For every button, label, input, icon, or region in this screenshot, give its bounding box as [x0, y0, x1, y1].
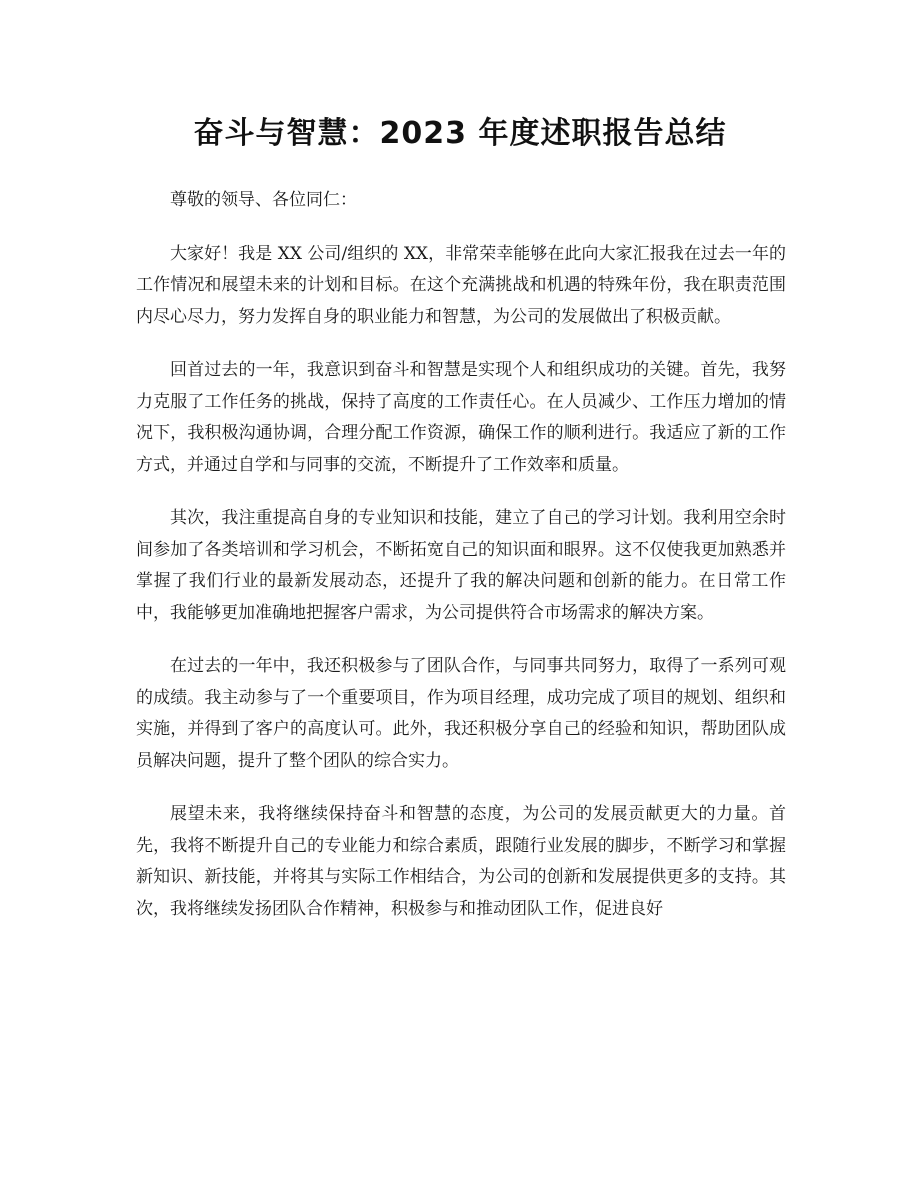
- document-body: [136, 185, 786, 947]
- document-title: 奋斗与智慧：2023 年度述职报告总结: [193, 116, 727, 151]
- paragraph-2: 回首过去的一年，我意识到奋斗和智慧是实现个人和组织成功的关键。首先，我努力克服了工作任务的挑战，保持了高度的工作责任心。在人员减少、工作压力增加的情况下，我积极沟通协调，合理分配工作资源，确保工作的顺利进行。我适应了新的工作方式，并通过自学和与同事的交流，不断提升了工作效率和质量。: [136, 360, 786, 475]
- paragraph-1: 大家好！我是 XX 公司/组织的 XX，非常荣幸能够在此向大家汇报我在过去一年的工作情况和展望未来的计划和目标。在这个充满挑战和机遇的特殊年份，我在职责范围内尽心尽力，努力发挥自身的职业能力和智慧，为公司的发展做出了积极贡献。: [136, 243, 786, 327]
- paragraph-4: 在过去的一年中，我还积极参与了团队合作，与同事共同努力，取得了一系列可观的成绩。我主动参与了一个重要项目，作为项目经理，成功完成了项目的规划、组织和实施，并得到了客户的高度认可。此外，我还积极分享自己的经验和知识，帮助团队成员解决问题，提升了整个团队的综合实力。: [136, 656, 786, 771]
- paragraph-3: 其次，我注重提高自身的专业知识和技能，建立了自己的学习计划。我利用空余时间参加了各类培训和学习机会，不断拓宽自己的知识面和眼界。这不仅使我更加熟悉并掌握了我们行业的最新发展动态，还提升了我的解决问题和创新的能力。在日常工作中，我能够更加准确地把握客户需求，为公司提供符合市场需求的解决方案。: [136, 508, 786, 623]
- greeting: 尊敬的领导、各位同仁：: [170, 190, 357, 210]
- paragraph-5: 展望未来，我将继续保持奋斗和智慧的态度，为公司的发展贡献更大的力量。首先，我将不断提升自己的专业能力和综合素质，跟随行业发展的脚步，不断学习和掌握新知识、新技能，并将其与实际工作相结合，为公司的创新和发展提供更多的支持。其次，我将继续发扬团队合作精神，积极参与和推动团队工作，促进良好: [136, 804, 786, 919]
